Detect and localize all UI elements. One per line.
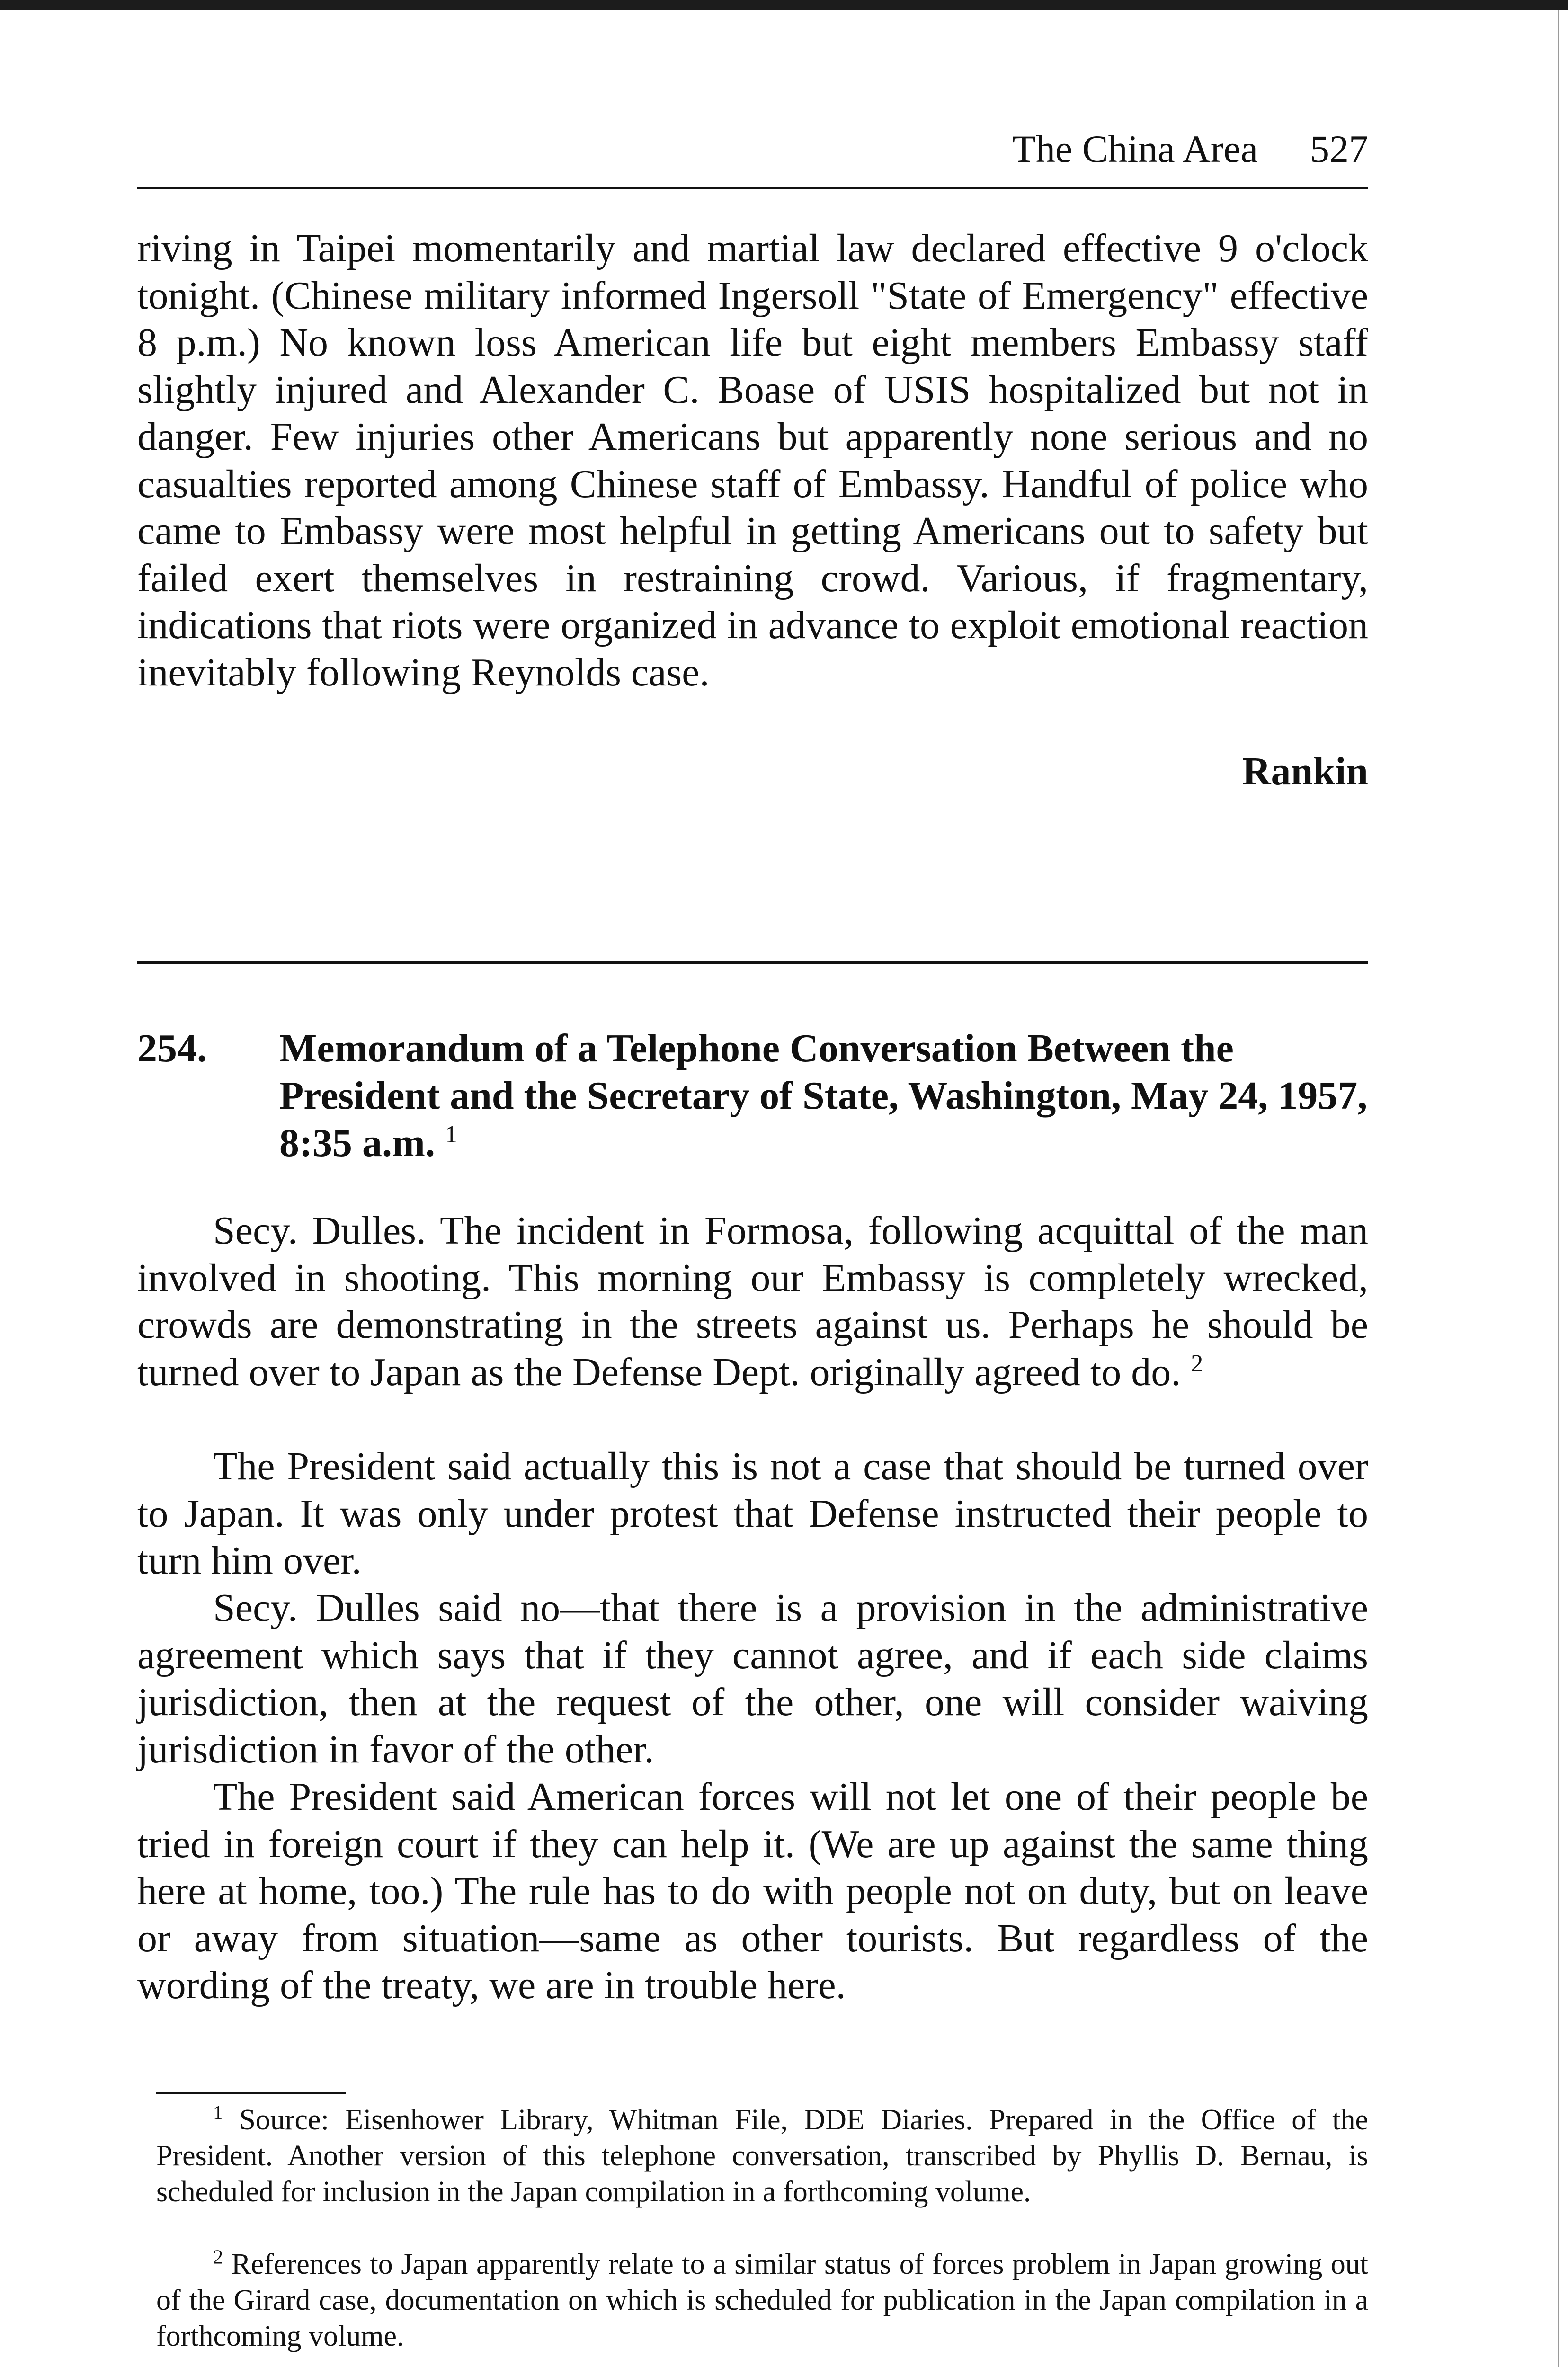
body-paragraph-3: Secy. Dulles said no—that there is a provision in the administrative agreement which says that if they cannot agree, and if each side claims jurisdiction, then at the request of the other, one will consider waiving jurisdiction in favor of the other. <box>137 1586 1368 1771</box>
footnote-1-marker: 1 <box>213 2102 223 2124</box>
running-head-title: The China Area <box>1012 127 1258 170</box>
document-title-text: Memorandum of a Telephone Conversation Between the President and the Secretary of State, Washington, May 24, 1957, 8:35 a.m. <box>279 1026 1368 1165</box>
footnote-rule <box>156 2092 346 2094</box>
continuation-paragraph: riving in Taipei momentarily and martial law declared effective 9 o'clock tonight. (Chinese military informed Ingersoll "State of Emergency" effective 8 p.m.) No known loss American life but eight members Embassy staff slightly injured and Alexander C. Boase of USIS hospitalized but not in danger. Few injuries other Americans but apparently none serious and no casualties reported among Chinese staff of Embassy. Handful of police who came to Embassy were most helpful in getting Americans out to safety but failed exert themselves in restraining crowd. Various, if fragmentary, indications that riots were organized in advance to exploit emotional reaction inevitably following Reynolds case. <box>137 226 1368 694</box>
scan-right-edge <box>1558 10 1559 2367</box>
document-title <box>279 1025 1368 1167</box>
body-paragraph-4: The President said American forces will not let one of their people be tried in foreign court if they can help it. (We are up against the same thing here at home, too.) The rule has to do with people not on duty, but on leave or away from situation—same as other tourists. But regardless of the wording of the treaty, we are in trouble here. <box>137 1775 1368 2007</box>
footnote-ref-2: 2 <box>1191 1350 1203 1377</box>
body-paragraph-1 <box>137 1207 1368 1396</box>
document-page <box>137 0 1368 2367</box>
footnote-ref-1: 1 <box>445 1121 457 1148</box>
signature: Rankin <box>1242 749 1368 793</box>
page-number: 527 <box>1310 127 1368 170</box>
body-paragraph-2: The President said actually this is not a case that should be turned over to Japan. It was only under protest that Defense instructed their people to turn him over. <box>137 1444 1368 1583</box>
running-head <box>137 125 1368 173</box>
footnote-1 <box>156 2102 1368 2210</box>
footnote-2 <box>156 2246 1368 2354</box>
footnote-1-text: Source: Eisenhower Library, Whitman File, DDE Diaries. Prepared in the Office of the President. Another version of this telephone conversation, transcribed by Phyllis D. Bernau, is scheduled for inclusion in the Japan compilation in a forthcoming volume. <box>156 2104 1368 2208</box>
footnote-2-marker: 2 <box>213 2246 223 2269</box>
footnote-2-text: References to Japan apparently relate to a similar status of forces problem in Japan growing out of the Girard case, documentation on which is scheduled for publication in the Japan compilation in a forthcoming volume. <box>156 2248 1369 2352</box>
header-rule <box>137 187 1368 189</box>
document-number: 254. <box>137 1026 207 1070</box>
section-divider <box>137 961 1368 964</box>
body-paragraph-1-text: Secy. Dulles. The incident in Formosa, following acquittal of the man involved in shooting. This morning our Embassy is completely wrecked, crowds are demonstrating in the streets against us. Perhaps he should be turned over to Japan as the Defense Dept. originally agreed to do. <box>137 1209 1368 1394</box>
